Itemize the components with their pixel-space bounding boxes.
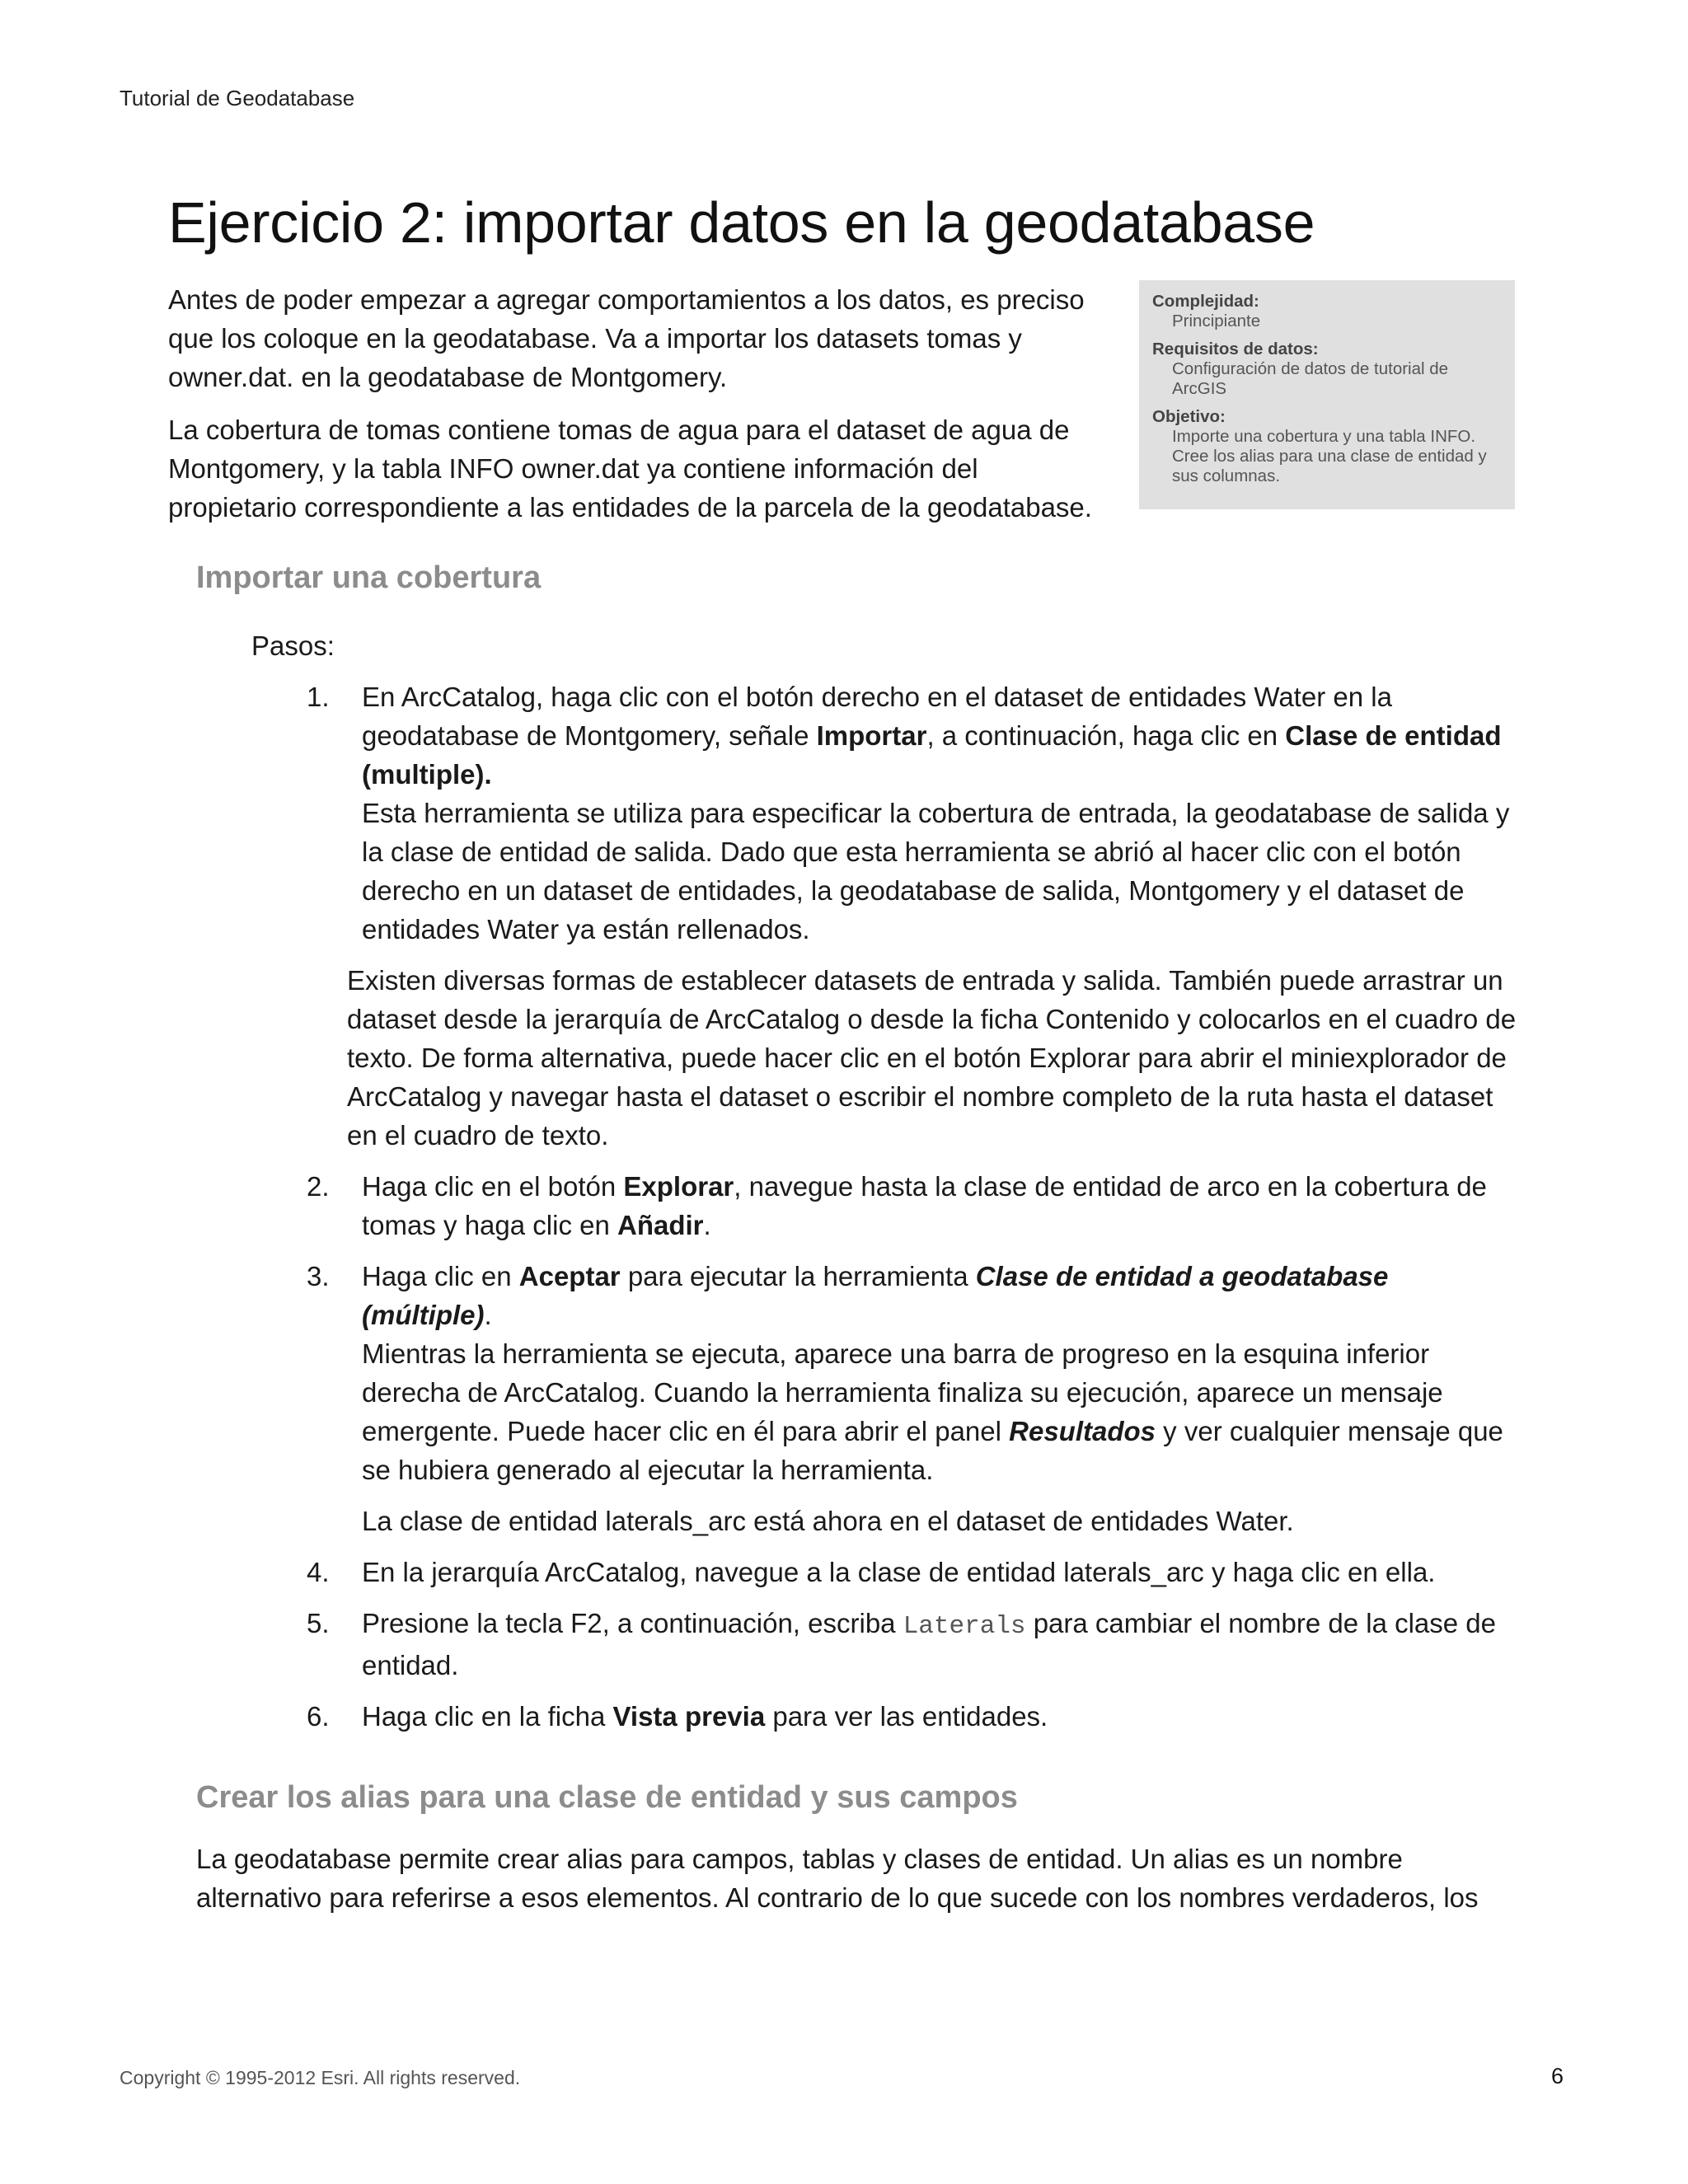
step-1 bbox=[307, 677, 1518, 949]
section-heading-aliases: Crear los alias para una clase de entidad y sus campos bbox=[196, 1780, 1018, 1815]
step-6 bbox=[307, 1697, 1518, 1736]
ui-term-aceptar: Aceptar bbox=[518, 1261, 621, 1291]
ui-term-clase-de-entidad: Clase de entidad (multiple). bbox=[362, 720, 1502, 790]
step-number: 5. bbox=[307, 1608, 330, 1638]
page-number: 6 bbox=[1551, 2064, 1564, 2088]
step-instruction bbox=[362, 1167, 1518, 1244]
step-2 bbox=[307, 1167, 1518, 1244]
complexity-label: Complejidad: bbox=[1152, 292, 1259, 311]
step-1-note: Existen diversas formas de establecer datasets de entrada y salida. También puede arrastrar un dataset desde la jerarquía de ArcCatalog o desde la ficha Contenido y colocarlos en el cuadro de texto. De forma alternativa, puede hacer clic en el botón Explorar para abrir el miniexplorador de ArcCatalog y navegar hasta el dataset o escribir el nombre completo de la ruta hasta el dataset en el cuadro de texto. bbox=[347, 965, 1517, 1151]
intro-paragraph-2: La cobertura de tomas contiene tomas de agua para el dataset de agua de Montgomery, y la tabla INFO owner.dat ya contiene información del propietario correspondiente a las entidades de la parcela de la geodatabase. bbox=[168, 415, 1092, 523]
code-literal: Laterals bbox=[903, 1612, 1026, 1641]
step-text: Haga clic en la ficha bbox=[362, 1701, 613, 1732]
aliases-paragraph: La geodatabase permite crear alias para campos, tablas y clases de entidad. Un alias es un nombre alternativo para referirse a esos elementos. Al contrario de lo que sucede con los nombres verdaderos, los bbox=[196, 1844, 1479, 1913]
step-description bbox=[362, 1334, 1518, 1489]
ui-term-resultados: Resultados bbox=[1009, 1416, 1156, 1446]
goal-value: Importe una cobertura y una tabla INFO. Cree los alias para una clase de entidad y sus columnas. bbox=[1172, 427, 1487, 485]
step-text: . bbox=[484, 1300, 492, 1330]
step-result-note: La clase de entidad laterals_arc está ahora en el dataset de entidades Water. bbox=[362, 1506, 1294, 1536]
intro-paragraph-1: Antes de poder empezar a agregar comportamientos a los datos, es preciso que los coloque en la geodatabase. Va a importar los datasets tomas y owner.dat. en la geodatabase de Montgomery. bbox=[168, 284, 1085, 392]
ui-term-vista-previa: Vista previa bbox=[612, 1701, 766, 1732]
ui-term-importar: Importar bbox=[816, 720, 927, 751]
tool-name: Clase de entidad a geodatabase (múltiple) bbox=[362, 1261, 1389, 1330]
step-text: Presione la tecla F2, a continuación, escriba bbox=[362, 1608, 903, 1638]
step-text: En ArcCatalog, haga clic con el botón derecho en el dataset de entidades Water en la geodatabase de Montgomery, señale bbox=[362, 682, 1392, 751]
steps-list bbox=[307, 677, 1518, 1748]
step-instruction bbox=[362, 1604, 1518, 1685]
step-text: . bbox=[703, 1210, 711, 1240]
step-text: Haga clic en bbox=[362, 1261, 519, 1291]
goal-label: Objetivo: bbox=[1152, 407, 1226, 426]
data-requirements-value: Configuración de datos de tutorial de ArcGIS bbox=[1172, 359, 1449, 398]
running-header: Tutorial de Geodatabase bbox=[120, 86, 355, 110]
step-number: 1. bbox=[307, 682, 330, 712]
step-number: 6. bbox=[307, 1701, 330, 1732]
page-title: Ejercicio 2: importar datos en la geodatabase bbox=[168, 190, 1315, 255]
step-text: , navegue hasta la clase de entidad de arco en la cobertura de tomas y haga clic en bbox=[362, 1171, 1487, 1240]
step-number: 3. bbox=[307, 1261, 330, 1291]
step-instruction bbox=[362, 1697, 1518, 1736]
step-instruction bbox=[362, 1257, 1518, 1334]
step-text: para ejecutar la herramienta bbox=[620, 1261, 976, 1291]
ui-term-anadir: Añadir bbox=[617, 1210, 704, 1240]
step-instruction bbox=[362, 677, 1518, 794]
step-text: , a continuación, haga clic en bbox=[926, 720, 1286, 751]
step-5 bbox=[307, 1604, 1518, 1685]
step-text: Mientras la herramienta se ejecuta, aparece una barra de progreso en la esquina inferior derecha de ArcCatalog. Cuando la herramienta finaliza su ejecución, aparece un mensaje emergente. Puede hacer clic en él para abrir el panel bbox=[362, 1338, 1443, 1446]
step-text: y ver cualquier mensaje que se hubiera generado al ejecutar la herramienta. bbox=[362, 1416, 1503, 1485]
steps-label: Pasos: bbox=[251, 630, 335, 661]
step-text: para ver las entidades. bbox=[765, 1701, 1048, 1732]
step-description: Esta herramienta se utiliza para especificar la cobertura de entrada, la geodatabase de salida y la clase de entidad de salida. Dado que esta herramienta se abrió al hacer clic con el botón derecho en un dataset de entidades, la geodatabase de salida, Montgomery y el dataset de entidades Water ya están rellenados. bbox=[362, 798, 1510, 944]
copyright-footer: Copyright © 1995-2012 Esri. All rights reserved. bbox=[120, 2067, 521, 2088]
step-text: Haga clic en el botón bbox=[362, 1171, 624, 1202]
step-number: 4. bbox=[307, 1557, 330, 1587]
step-number: 2. bbox=[307, 1171, 330, 1202]
step-text: para cambiar el nombre de la clase de entidad. bbox=[362, 1608, 1497, 1680]
complexity-value: Principiante bbox=[1172, 312, 1261, 330]
data-requirements-label: Requisitos de datos: bbox=[1152, 340, 1319, 359]
step-instruction: En la jerarquía ArcCatalog, navegue a la clase de entidad laterals_arc y haga clic en ella. bbox=[362, 1557, 1436, 1587]
exercise-info-box bbox=[1139, 280, 1515, 509]
ui-term-explorar: Explorar bbox=[623, 1171, 734, 1202]
section-heading-import-coverage: Importar una cobertura bbox=[196, 560, 542, 595]
step-4 bbox=[307, 1553, 1518, 1591]
step-3 bbox=[307, 1257, 1518, 1540]
intro-text bbox=[168, 280, 1112, 541]
